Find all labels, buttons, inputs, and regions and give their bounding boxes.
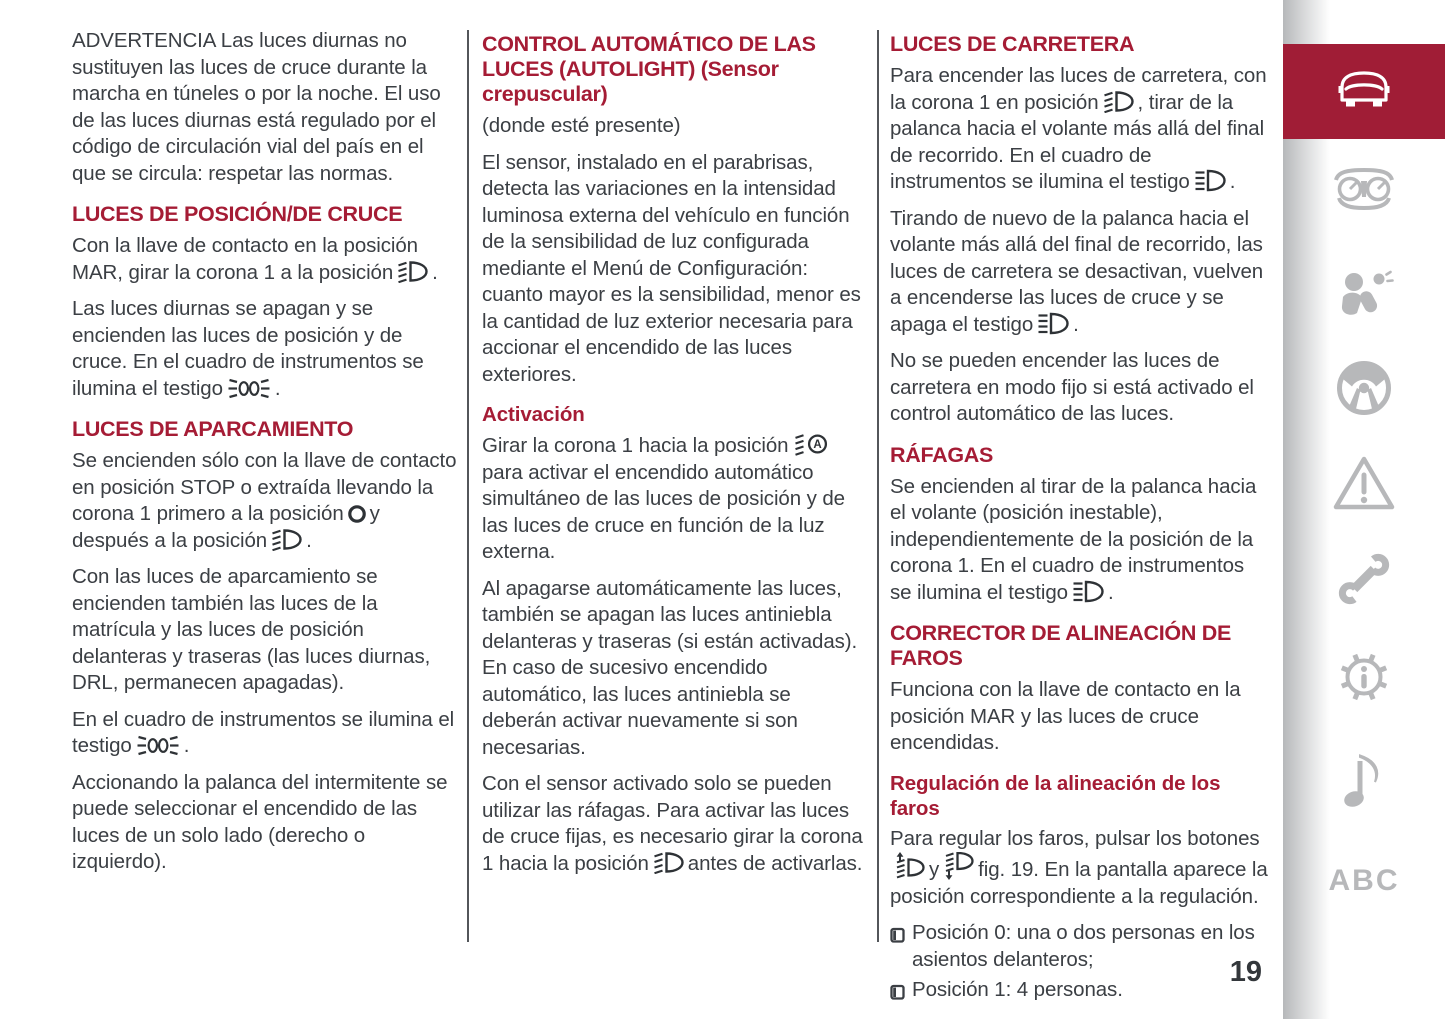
text-run: Con las luces de aparcamiento se encienden también las luces de la matrícula y las luces de posición delanteras y traseras (las luces diurnas, DRL, permanecen apagadas). [72,565,431,694]
low-beam-icon [1102,90,1135,113]
gear-info-icon [1334,647,1394,712]
text-run: Para regular los faros, pulsar los botones [890,826,1260,850]
text-run: Accionando la palanca del intermitente se puede seleccionar el encendido de las luces de un solo lado (derecho o izquierdo). [72,770,448,873]
section-heading: RÁFAGAS [890,442,994,467]
text-run: Posición 1: 4 personas. [912,978,1123,1001]
text-run: antes de activarlas. [687,851,863,875]
text-run: Tirando de nuevo de la palanca hacia el volante más allá del final de recorrido, las luces de carretera se desactivan, vuelven a encenderse las luces de cruce y se apaga el testigo [890,206,1264,336]
instrument-cluster-icon [1331,165,1397,218]
square-bullet-icon [890,924,905,973]
paragraph [72,28,462,187]
position-lights-icon [226,378,272,399]
warning-triangle-icon [1332,454,1396,517]
paragraph [890,206,1270,339]
paragraph [72,448,462,554]
index-abc-label: ABC [1328,864,1400,897]
text-run: . [306,528,312,552]
paragraph [890,348,1270,428]
text-run: Al apagarse automáticamente las luces, también se apagan las luces antiniebla delanteras y traseras (si están activadas). En caso de sucesivo encendido automático, las luces antiniebla se deberán activar nuevamente si son necesarias. [482,576,858,759]
section-heading: CORRECTOR DE ALINEACIÓN DE FAROS [890,621,1231,670]
text-run: Con el sensor activado solo se pueden utilizar las ráfagas. Para activar las luces de cruce fijas, es necesario girar la corona 1 hacia la posición [482,772,863,875]
text-column-left [72,28,462,886]
high-beam-icon [1193,169,1227,192]
text-run: fig. 19. En la pantalla aparece la posición correspondiente a la regulación. [890,858,1268,908]
text-run: Las luces diurnas se apagan y se encienden las luces de posición y de cruce. En el cuadro de instrumentos se ilumina el testigo [72,297,424,400]
autolight-icon [791,432,828,456]
section-heading: LUCES DE POSICIÓN/DE CRUCE [72,202,403,226]
section-heading: CONTROL AUTOMÁTICO DE LAS LUCES (AUTOLIGHT) (Sensor crepuscular) [482,32,816,106]
text-run: ADVERTENCIA Las luces diurnas no sustituyen las luces de cruce durante la marcha en túneles o por la noche. El uso de las luces diurnas está regulado por el código de circulación vial del país en el que se circula: respetar las normas. [72,29,441,185]
sidebar-tab-maintenance[interactable] [1283,549,1445,613]
text-column-center [482,28,868,887]
text-run: Se encienden sólo con la llave de contacto en posición STOP o extraída llevando la corona 1 primero a la posición [72,449,457,525]
paragraph [482,576,868,762]
paragraph [72,296,462,402]
text-run: . [183,734,190,757]
low-beam-icon [652,851,685,874]
sidebar-tab-vehicle[interactable] [1283,44,1445,139]
text-run: Funciona con la llave de contacto en la posición MAR y las luces de cruce encendidas. [890,678,1241,754]
text-run: y [929,858,940,881]
paragraph [482,771,868,877]
sub-heading: Activación [482,403,585,426]
text-run: No se pueden encender las luces de carretera en modo fijo si está activado el control automático de las luces. [890,349,1254,425]
section-heading: LUCES DE APARCAMIENTO [72,417,354,441]
paragraph [890,677,1270,757]
high-beam-icon [1071,580,1105,603]
text-run: Para encender las luces de carretera, con la corona 1 en posición [890,64,1267,114]
text-run: , tirar de la palanca hacia el volante más allá del final de recorrido. En el cuadro de instrumentos se ilumina el testigo [890,90,1265,193]
steering-wheel-icon [1335,359,1393,422]
airbag-icon [1334,269,1394,326]
sub-heading: Regulación de la alineación de los faros [890,771,1221,820]
wrench-icon [1335,550,1393,613]
high-beam-icon [1036,312,1070,335]
column-divider [877,30,879,942]
text-run: Girar la corona 1 hacia la posición [482,434,789,457]
square-bullet-icon [890,981,905,1008]
text-run: . [432,260,438,284]
sidebar-tab-multimedia[interactable] [1283,753,1445,815]
svg-text:A: A [813,439,823,451]
paragraph [890,826,1270,911]
column-divider [467,30,469,942]
paragraph [72,707,462,760]
sidebar-tab-index[interactable] [1283,856,1445,906]
paragraph [72,564,462,697]
sidebar-tab-safety[interactable] [1283,266,1445,328]
text-run: Con la llave de contacto en la posición MAR, girar la corona 1 a la posición [72,234,418,284]
section-tab-bar [1283,0,1445,1019]
sidebar-tab-emergency[interactable] [1283,454,1445,516]
text-run: Posición 0: una o dos personas en los asientos delanteros; [912,921,1255,971]
sidebar-tab-driving[interactable] [1283,360,1445,420]
leveling-down-icon [942,852,975,880]
low-beam-icon [270,528,303,551]
music-note-icon [1342,753,1386,816]
text-run: . [1073,312,1079,336]
low-beam-icon [396,260,429,283]
parking-icon [347,504,367,524]
sidebar-tab-technical-data[interactable] [1283,647,1445,711]
paragraph [72,770,462,876]
text-run: para activar el encendido automático simultáneo de las luces de posición y de las luces de cruce en función de la luz externa. [482,460,845,563]
text-run: y después a la posición [72,502,380,552]
paragraph [482,432,868,566]
leveling-up-icon [893,852,926,880]
text-run: En el cuadro de instrumentos se ilumina el testigo [72,707,455,757]
text-run: Se encienden al tirar de la palanca hacia el volante (posición inestable), independientemente de la posición de la corona 1. En el cuadro de instrumentos se ilumina el testigo [890,474,1257,604]
text-run: . [1107,580,1114,604]
paragraph [890,474,1270,607]
section-heading: LUCES DE CARRETERA [890,32,1135,56]
text-run: El sensor, instalado en el parabrisas, detecta las variaciones en la intensidad luminosa externa del vehículo en función de la sensibilidad de luz configurada mediante el Menú de Configuración: cuanto mayor es la sensibilidad, menor es la cantidad de luz exterior necesaria para accionar el encendido de las luces exteriores. [482,150,861,386]
position-lights-icon [135,735,181,756]
text-run: (donde esté presente) [482,114,681,137]
paragraph [890,63,1270,196]
page-number: 19 [1229,956,1262,988]
car-front-icon [1335,67,1393,116]
paragraph [482,113,868,140]
sidebar-tab-instrument-panel[interactable] [1283,163,1445,219]
paragraph [482,150,868,389]
text-column-right [890,28,1270,1012]
paragraph [72,233,462,286]
text-run: . [1229,170,1236,193]
text-run: . [274,376,281,400]
